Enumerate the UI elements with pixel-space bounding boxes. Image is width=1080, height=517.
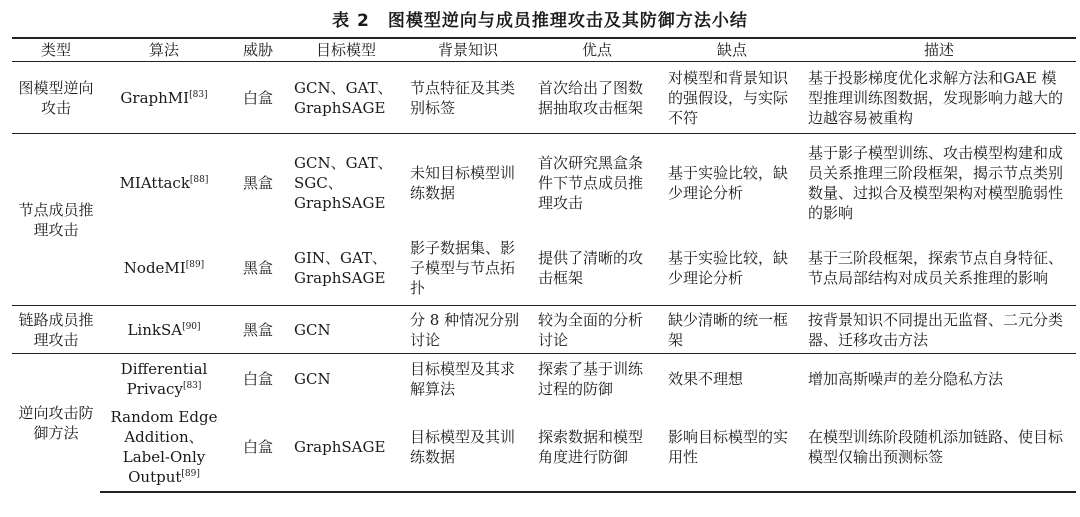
cell-ref: [83]	[182, 380, 202, 391]
cell-threat: 白盒	[228, 404, 288, 492]
cell-threat: 黑盒	[228, 306, 288, 354]
cell-pros: 首次给出了图数据抽取攻击框架	[532, 62, 662, 134]
header-cons: 缺点	[662, 38, 802, 62]
cell-description: 基于影子模型训练、攻击模型构建和成员关系推理三阶段框架，揭示节点类别数量、过拟合及模型架构对模型脆弱性的影响	[802, 134, 1076, 232]
cell-pros: 探索数据和模型角度进行防御	[532, 404, 662, 492]
cell-knowledge: 分 8 种情况分别讨论	[404, 306, 532, 354]
cell-knowledge: 节点特征及其类别标签	[404, 62, 532, 134]
cell-description: 按背景知识不同提出无监督、二元分类器、迁移攻击方法	[802, 306, 1076, 354]
header-target-model: 目标模型	[288, 38, 404, 62]
cell-target-model: GCN、GAT、GraphSAGE	[288, 62, 404, 134]
cell-threat: 白盒	[228, 62, 288, 134]
cell-ref: [88]	[189, 174, 209, 185]
cell-description: 基于投影梯度优化求解方法和GAE 模型推理训练图数据，发现影响力越大的边越容易被重构	[802, 62, 1076, 134]
cell-algorithm: NodeMI[89]	[123, 259, 205, 278]
cell-pros: 探索了基于训练过程的防御	[532, 354, 662, 404]
cell-cons: 影响目标模型的实用性	[662, 404, 802, 492]
cell-cons: 对模型和背景知识的强假设，与实际不符	[662, 62, 802, 134]
cell-cons: 缺少清晰的统一框架	[662, 306, 802, 354]
cell-type: 逆向攻击防御方法	[12, 354, 100, 492]
table-row	[12, 404, 1076, 492]
cell-algorithm: Differential Privacy[83]	[100, 354, 228, 404]
table-row	[12, 232, 1076, 306]
cell-description: 增加高斯噪声的差分隐私方法	[802, 354, 1076, 404]
cell-target-model: GCN	[288, 306, 404, 354]
cell-knowledge: 影子数据集、影子模型与节点拓扑	[410, 239, 516, 298]
cell-algorithm: MIAttack[88]	[100, 134, 228, 232]
table-row	[12, 134, 1076, 232]
cell-threat: 黑盒	[228, 134, 288, 232]
cell-algorithm: GraphMI[83]	[100, 62, 228, 134]
header-type: 类型	[12, 38, 100, 62]
cell-ref: [83]	[189, 89, 208, 100]
cell-knowledge: 目标模型及其求解算法	[404, 354, 532, 404]
header-description: 描述	[802, 38, 1076, 62]
table-row	[12, 62, 1076, 134]
header-knowledge: 背景知识	[404, 38, 532, 62]
cell-algorithm: LinkSA[90]	[100, 306, 228, 354]
cell-knowledge: 目标模型及其训练数据	[404, 404, 532, 492]
cell-target-model: GCN、GAT、SGC、GraphSAGE	[288, 134, 404, 232]
cell-ref: [89]	[185, 260, 205, 271]
table-row	[12, 306, 1076, 354]
cell-pros: 提供了清晰的攻击框架	[538, 249, 644, 288]
cell-type: 链路成员推理攻击	[12, 306, 100, 354]
cell-ref: [90]	[182, 321, 201, 332]
table-title: 图模型逆向与成员推理攻击及其防御方法小结	[387, 11, 748, 31]
cell-pros: 首次研究黑盒条件下节点成员推理攻击	[532, 134, 662, 232]
summary-table	[12, 37, 1076, 493]
cell-cons: 基于实验比较，缺少理论分析	[668, 249, 789, 288]
cell-target-model: GIN、GAT、GraphSAGE	[294, 249, 388, 288]
cell-description: 基于三阶段框架，探索节点自身特征、节点局部结构对成员关系推理的影响	[808, 249, 1064, 288]
cell-target-model: GraphSAGE	[288, 404, 404, 492]
header-threat: 威胁	[228, 38, 288, 62]
cell-target-model: GCN	[288, 354, 404, 404]
cell-algorithm: Random Edge Addition、Label-Only Output[89]	[100, 404, 228, 492]
cell-type: 节点成员推理攻击	[12, 134, 100, 306]
header-algorithm: 算法	[100, 38, 228, 62]
cell-knowledge: 未知目标模型训练数据	[404, 134, 532, 232]
cell-ref: [89]	[181, 469, 200, 479]
header-pros: 优点	[532, 38, 662, 62]
table-caption	[0, 6, 1080, 31]
cell-cons: 效果不理想	[662, 354, 802, 404]
cell-description: 在模型训练阶段随机添加链路、使目标模型仅输出预测标签	[802, 404, 1076, 492]
cell-type: 图模型逆向攻击	[12, 62, 100, 134]
cell-threat: 黑盒	[242, 259, 273, 278]
cell-pros: 较为全面的分析讨论	[532, 306, 662, 354]
cell-threat: 白盒	[228, 354, 288, 404]
cell-cons: 基于实验比较，缺少理论分析	[662, 134, 802, 232]
table-number: 表 2	[332, 11, 370, 31]
table-header-row	[12, 38, 1076, 62]
table-row	[12, 354, 1076, 404]
